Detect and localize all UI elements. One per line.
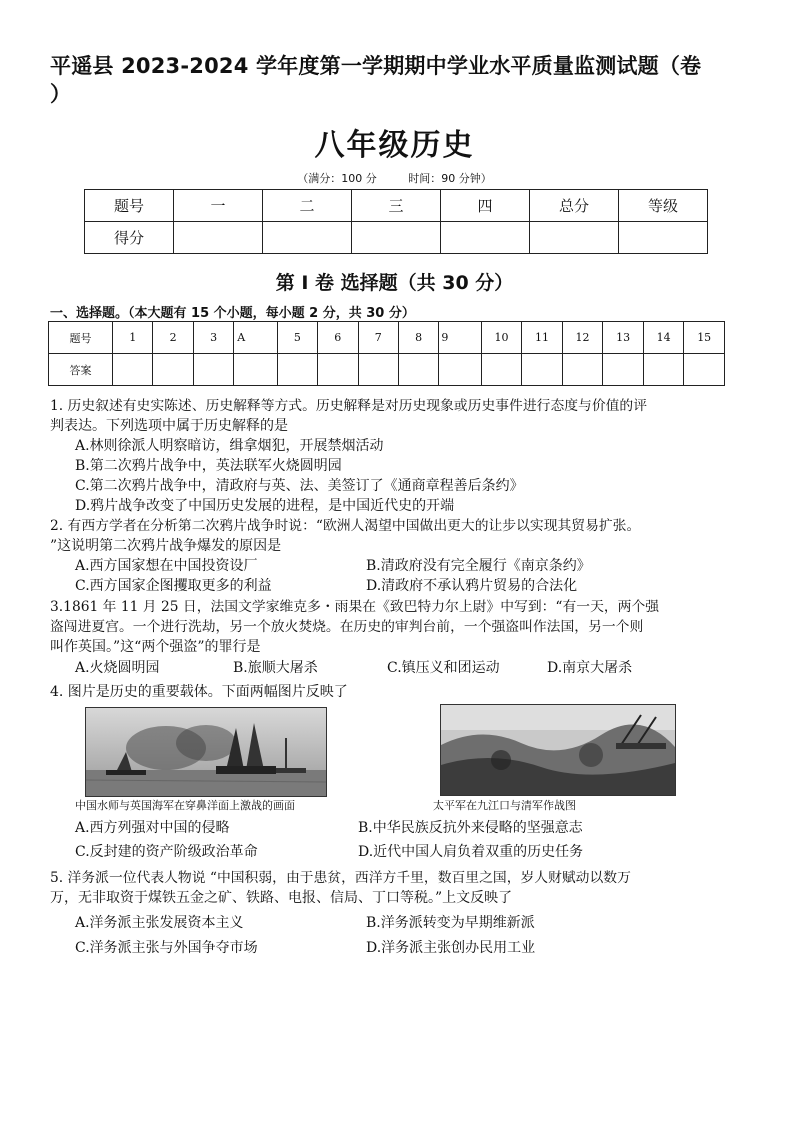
q5-stem-line1: 5. 洋务派一位代表人物说 “中国积弱，由于患贫，西洋方千里，数百里之国，岁人财赋动以数万 [50,870,631,886]
answer-blank[interactable] [153,354,193,386]
q3-stem-line1: 3.1861 年 11 月 25 日，法国文学家维克多・雨果在《致巴特力尔上尉》中写到：“有一天，两个强 [50,599,660,615]
answer-head-cell: 6 [318,322,358,354]
answer-head-cell: 1 [113,322,153,354]
answer-head-cell: 题号 [49,322,113,354]
q5-option-d: D.洋务派主张创办民用工业 [366,940,536,956]
subject-title: 八年级历史 [314,128,475,163]
q2-stem-line2: ”这说明第二次鸦片战争爆发的原因是 [50,538,282,554]
q4-option-c: C.反封建的资产阶级政治革命 [75,844,258,860]
score-cell: 二 [263,190,352,222]
q4-option-a: A.西方列强对中国的侵略 [75,820,230,836]
answer-head-cell: 11 [522,322,563,354]
q3-option-a: A.火烧圆明园 [75,660,160,676]
q3-option-b: B.旅顺大屠杀 [233,660,318,676]
q2-option-a: A.西方国家想在中国投资设厂 [75,558,258,574]
q3-option-d: D.南京大屠杀 [547,660,633,676]
answer-blank[interactable] [643,354,684,386]
score-blank[interactable] [352,222,441,254]
answer-blank[interactable] [277,354,317,386]
q5-option-c: C.洋务派主张与外国争夺市场 [75,940,258,956]
caption-left: 中国水师与英国海军在穿鼻洋面上激战的画面 [75,799,295,812]
answer-blank[interactable] [684,354,725,386]
caption-right: 太平军在九江口与清军作战图 [433,799,576,812]
score-cell: 一 [174,190,263,222]
q1-option-b: B.第二次鸦片战争中，英法联军火烧圆明园 [75,458,342,474]
answer-blank[interactable] [481,354,522,386]
answer-blank[interactable] [193,354,233,386]
answer-blank[interactable] [318,354,358,386]
answer-head-cell: 15 [684,322,725,354]
score-blank[interactable] [530,222,619,254]
answer-blank[interactable] [562,354,603,386]
answer-head-cell: 8 [398,322,438,354]
score-blank[interactable] [174,222,263,254]
answer-head-cell: 12 [562,322,603,354]
answer-row-label: 答案 [49,354,113,386]
score-cell: 题号 [85,190,174,222]
score-blank[interactable] [619,222,708,254]
section-title: 第 I 卷 选择题（共 30 分） [275,272,514,294]
exam-title-tail: ） [50,82,71,106]
q4-option-d: D.近代中国人肩负着双重的历史任务 [358,844,584,860]
q1-option-a: A.林则徐派人明察暗访，缉拿烟犯，开展禁烟活动 [75,438,384,454]
score-cell: 等级 [619,190,708,222]
q2-option-d: D.清政府不承认鸦片贸易的合法化 [366,578,578,594]
answer-head-cell: A [234,322,277,354]
answer-blank[interactable] [522,354,563,386]
answer-blank[interactable] [113,354,153,386]
q3-option-c: C.镇压义和团运动 [387,660,500,676]
answer-head-cell: 5 [277,322,317,354]
exam-meta [0,170,789,186]
q1-stem-line1: 1. 历史叙述有史实陈述、历史解释等方式。历史解释是对历史现象或历史事件进行态度与价值的评 [50,398,648,414]
answer-blank[interactable] [358,354,398,386]
answer-head-cell: 14 [643,322,684,354]
score-blank[interactable] [441,222,530,254]
answer-head-cell: 10 [481,322,522,354]
full-score: （满分：100 分 [297,172,377,185]
exam-time: 时间：90 分钟） [408,172,492,185]
score-cell: 四 [441,190,530,222]
q1-option-d: D.鸦片战争改变了中国历史发展的进程，是中国近代史的开端 [75,498,455,514]
q1-option-c: C.第二次鸦片战争中，清政府与英、法、美签订了《通商章程善后条约》 [75,478,524,494]
q5-option-b: B.洋务派转变为早期维新派 [366,915,535,931]
taiping-battle-image [440,704,676,796]
answer-blank[interactable] [603,354,644,386]
answer-table-answer-row [49,354,725,386]
answer-head-cell: 7 [358,322,398,354]
q2-option-b: B.清政府没有完全履行《南京条约》 [366,558,591,574]
q5-option-a: A.洋务派主张发展资本主义 [75,915,244,931]
q3-stem-line2: 盗闯进夏宫。一个进行洗劫，另一个放火焚烧。在历史的审判台前，一个强盗叫作法国，另一个则 [50,619,644,635]
q1-stem-line2: 判表达。下列选项中属于历史解释的是 [50,418,288,434]
score-table [84,189,708,254]
q2-option-c: C.西方国家企图攫取更多的利益 [75,578,272,594]
exam-title: 平遥县 2023-2024 学年度第一学期期中学业水平质量监测试题（卷 [50,54,702,78]
answer-blank[interactable] [439,354,481,386]
answer-table [48,321,725,386]
answer-head-cell: 9 [439,322,481,354]
q2-stem-line1: 2. 有西方学者在分析第二次鸦片战争时说：“欧洲人渴望中国做出更大的让步以实现其贸易扩张。 [50,518,641,534]
answer-head-cell: 13 [603,322,644,354]
score-cell: 总分 [530,190,619,222]
score-row-label: 得分 [85,222,174,254]
q4-stem: 4. 图片是历史的重要载体。下面两幅图片反映了 [50,684,348,700]
answer-head-cell: 2 [153,322,193,354]
part-heading: 一、选择题。（本大题有 15 个小题，每小题 2 分，共 30 分） [50,306,415,321]
score-table-header-row [85,190,708,222]
answer-blank[interactable] [234,354,277,386]
q4-option-b: B.中华民族反抗外来侵略的坚强意志 [358,820,583,836]
score-table-score-row [85,222,708,254]
q3-stem-line3: 叫作英国。”这“两个强盗”的罪行是 [50,639,261,655]
answer-head-cell: 3 [193,322,233,354]
naval-battle-image [85,707,327,797]
answer-table-header-row [49,322,725,354]
answer-blank[interactable] [398,354,438,386]
q5-stem-line2: 万，无非取资于煤铁五金之矿、铁路、电报、信局、丁口等税。”上文反映了 [50,890,513,906]
score-cell: 三 [352,190,441,222]
score-blank[interactable] [263,222,352,254]
